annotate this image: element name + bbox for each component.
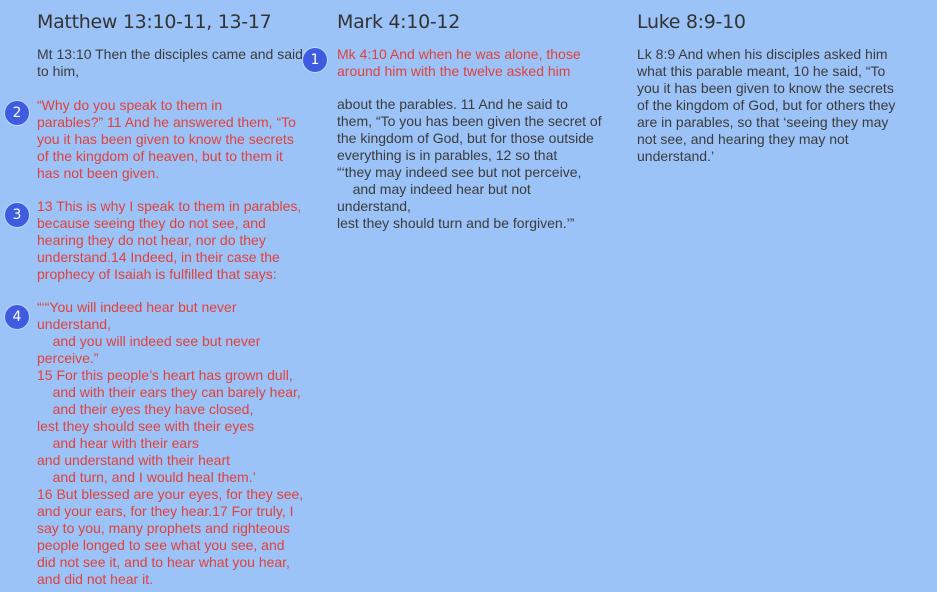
mark-verse-10: Mk 4:10 And when he was alone, those around him with the twelve asked him [337,46,581,79]
marker-badge-4[interactable]: 4 [5,305,29,329]
heading-luke: Luke 8:9-10 [637,11,746,33]
matthew-verse-10: Mt 13:10 Then the disciples came and said to him, [37,46,303,79]
mark-verse-10-12: about the parables. 11 And he said to them, “To you has been given the secret of the kingdom of God, but for those outside everything is in parables, 12 so that “‘they may indeed see but not perceive, and may indeed hear but not understand, lest they should turn and be forgiven.’” [337,96,602,231]
marker-badge-3[interactable]: 3 [5,203,29,227]
matthew-verse-14-17: “‘“You will indeed hear but never understand, and you will indeed see but never perceive.” 15 For this people’s heart has grown dull, and with their ears they can barely hear, and their eyes they have closed, lest they should see with their eyes and hear with their ears and understand with their heart and turn, and I would heal them.’ 16 But blessed are your eyes, for they see, and your ears, for they hear.17 For truly, I say to you, many prophets and righteous people longed to see what you see, and did not see it, and to hear what you hear, and did not hear it. [37,299,304,587]
marker-badge-2[interactable]: 2 [5,101,29,125]
heading-mark: Mark 4:10-12 [337,11,460,33]
matthew-verse-10-11: “Why do you speak to them in parables?” 11 And he answered them, “To you it has been given to know the secrets of the kingdom of heaven, but to them it has not been given. [37,97,296,181]
matthew-verse-13-14: 13 This is why I speak to them in parables, because seeing they do not see, and hearing they do not hear, nor do they understand.14 Indeed, in their case the prophecy of Isaiah is fulfilled that says: [37,198,302,282]
luke-verse-9-10: Lk 8:9 And when his disciples asked him what this parable meant, 10 he said, “To you it has been given to know the secrets of the kingdom of God, but for others they are in parables, so that ‘seeing they may not see, and hearing they may not understand.’ [637,46,896,164]
heading-matthew: Matthew 13:10-11, 13-17 [37,11,272,33]
marker-badge-1[interactable]: 1 [303,48,327,72]
